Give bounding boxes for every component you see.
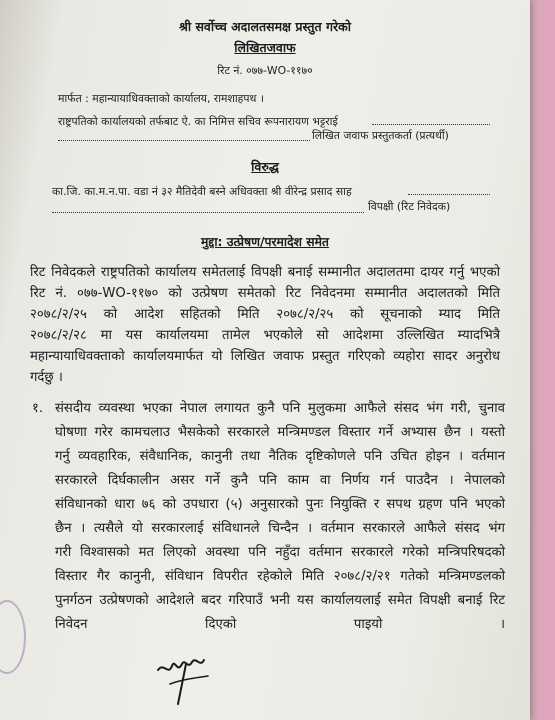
petitioner-line-1: का.जि. का.म.न.पा. वडा नं ३२ मैतिदेवी बस्ने अधिवक्ता श्री वीरेन्द्र प्रसाद साह [52, 185, 352, 198]
signature [150, 640, 220, 710]
dotted-fill [58, 140, 310, 141]
paragraph-line: छैन । त्यसैले यो सरकारलाई संविधानले चिन्दैन । वर्तमान सरकारले आफैले संसद भंग [55, 521, 505, 536]
paragraph-line: घोषणा गरेर कामचलाउ भैसकेको सरकारले मन्त्रिमण्डल विस्तार गर्ने अभ्यास छैन । यस्तो [55, 425, 505, 440]
intro-line: रिट निवेदकले राष्ट्रपतिको कार्यालय समेतलाई विपक्षी बनाई सम्मानीत अदालतमा दायर गर्नु भएको [30, 265, 500, 280]
paragraph-line: गर्नु व्यवहारिक, संवैधानिक, कानुनी तथा नैतिक दृष्टिकोणले पनि उचित होइन । वर्तमान [55, 449, 505, 464]
writ-number: रिट नं. ०७७-WO-११७० [217, 64, 313, 77]
paragraph-number: १. [32, 401, 44, 416]
intro-line: २०७८/२/२८ मा यस कार्यालयमा तामेल भएकोले सो आदेशमा उल्लिखित म्यादभित्रै [30, 328, 500, 343]
via-line: मार्फत : महान्यायाधिवक्ताको कार्यालय, रामशाहपथ । [58, 92, 264, 105]
stamp-mark [0, 600, 26, 674]
intro-line: रिट नं. ०७७-WO-११७० को उत्प्रेषण समेतको रिट निवेदनमा सम्मानीत अदालतको मिति [30, 286, 500, 301]
subject-heading: मुद्दा: उत्प्रेषण/परमादेश समेत [201, 235, 329, 249]
petitioner-line-2: विपक्षी (रिट निवेदक) [368, 200, 451, 213]
dotted-fill [408, 194, 490, 195]
paragraph-line: संविधानको धारा ७६ को उपधारा (५) अनुसारको पुनः नियुक्ति र सपथ ग्रहण पनि भएको [55, 497, 505, 512]
paragraph-line: सरकारले दिर्घकालीन असर गर्ने कुनै पनि काम वा निर्णय गर्न पाउदैन । नेपालको [55, 473, 505, 488]
paragraph-line: विस्तार गैर कानुनी, संविधान विपरीत रहेकोले मिति २०७८/२/२१ गतेको मन्त्रिमण्डलको [55, 569, 505, 584]
paragraph-line: पुनर्गठन उत्प्रेषणको आदेशले बदर गरिपाउँ भनी यस कार्यालयलाई समेत विपक्षी बनाई रिट [55, 593, 505, 608]
respondent-line-2: लिखित जवाफ प्रस्तुतकर्ता (प्रत्यर्थी) [312, 129, 449, 142]
dotted-fill [52, 212, 364, 213]
intro-line: गर्दछु । [30, 370, 63, 385]
intro-line: महान्यायाधिवक्ताको कार्यालयमार्फत यो लिखित जवाफ प्रस्तुत गरिएको व्यहोरा सादर अनुरोध [30, 349, 500, 364]
intro-line: २०७८/२/२५ को आदेश सहितको मिति २०७८/२/२५ को सूचनाको म्याद मिति [30, 307, 500, 322]
paragraph-line: गरी विश्वासको मत लिएको अवस्था पनि नहुँदा वर्तमान सरकारले गरेको मन्त्रिपरिषदको [55, 545, 505, 560]
dotted-fill [372, 124, 490, 125]
against-heading: विरुद्ध [251, 159, 279, 174]
paragraph-line: निवेदन दिएको पाइयो । [55, 617, 505, 632]
document-subtitle: लिखितजवाफ [234, 40, 296, 55]
paragraph-line: संसदीय व्यवस्था भएका नेपाल लगायत कुनै पनि मुलुकमा आफैले संसद भंग गरी, चुनाव [55, 401, 505, 416]
respondent-line-1: राष्ट्रपतिको कार्यालयको तर्फबाट ऐ. का निमित्त सचिव रूपनारायण भट्टराई [58, 115, 338, 128]
document-title: श्री सर्वोच्च अदालतसमक्ष प्रस्तुत गरेको [179, 19, 351, 34]
